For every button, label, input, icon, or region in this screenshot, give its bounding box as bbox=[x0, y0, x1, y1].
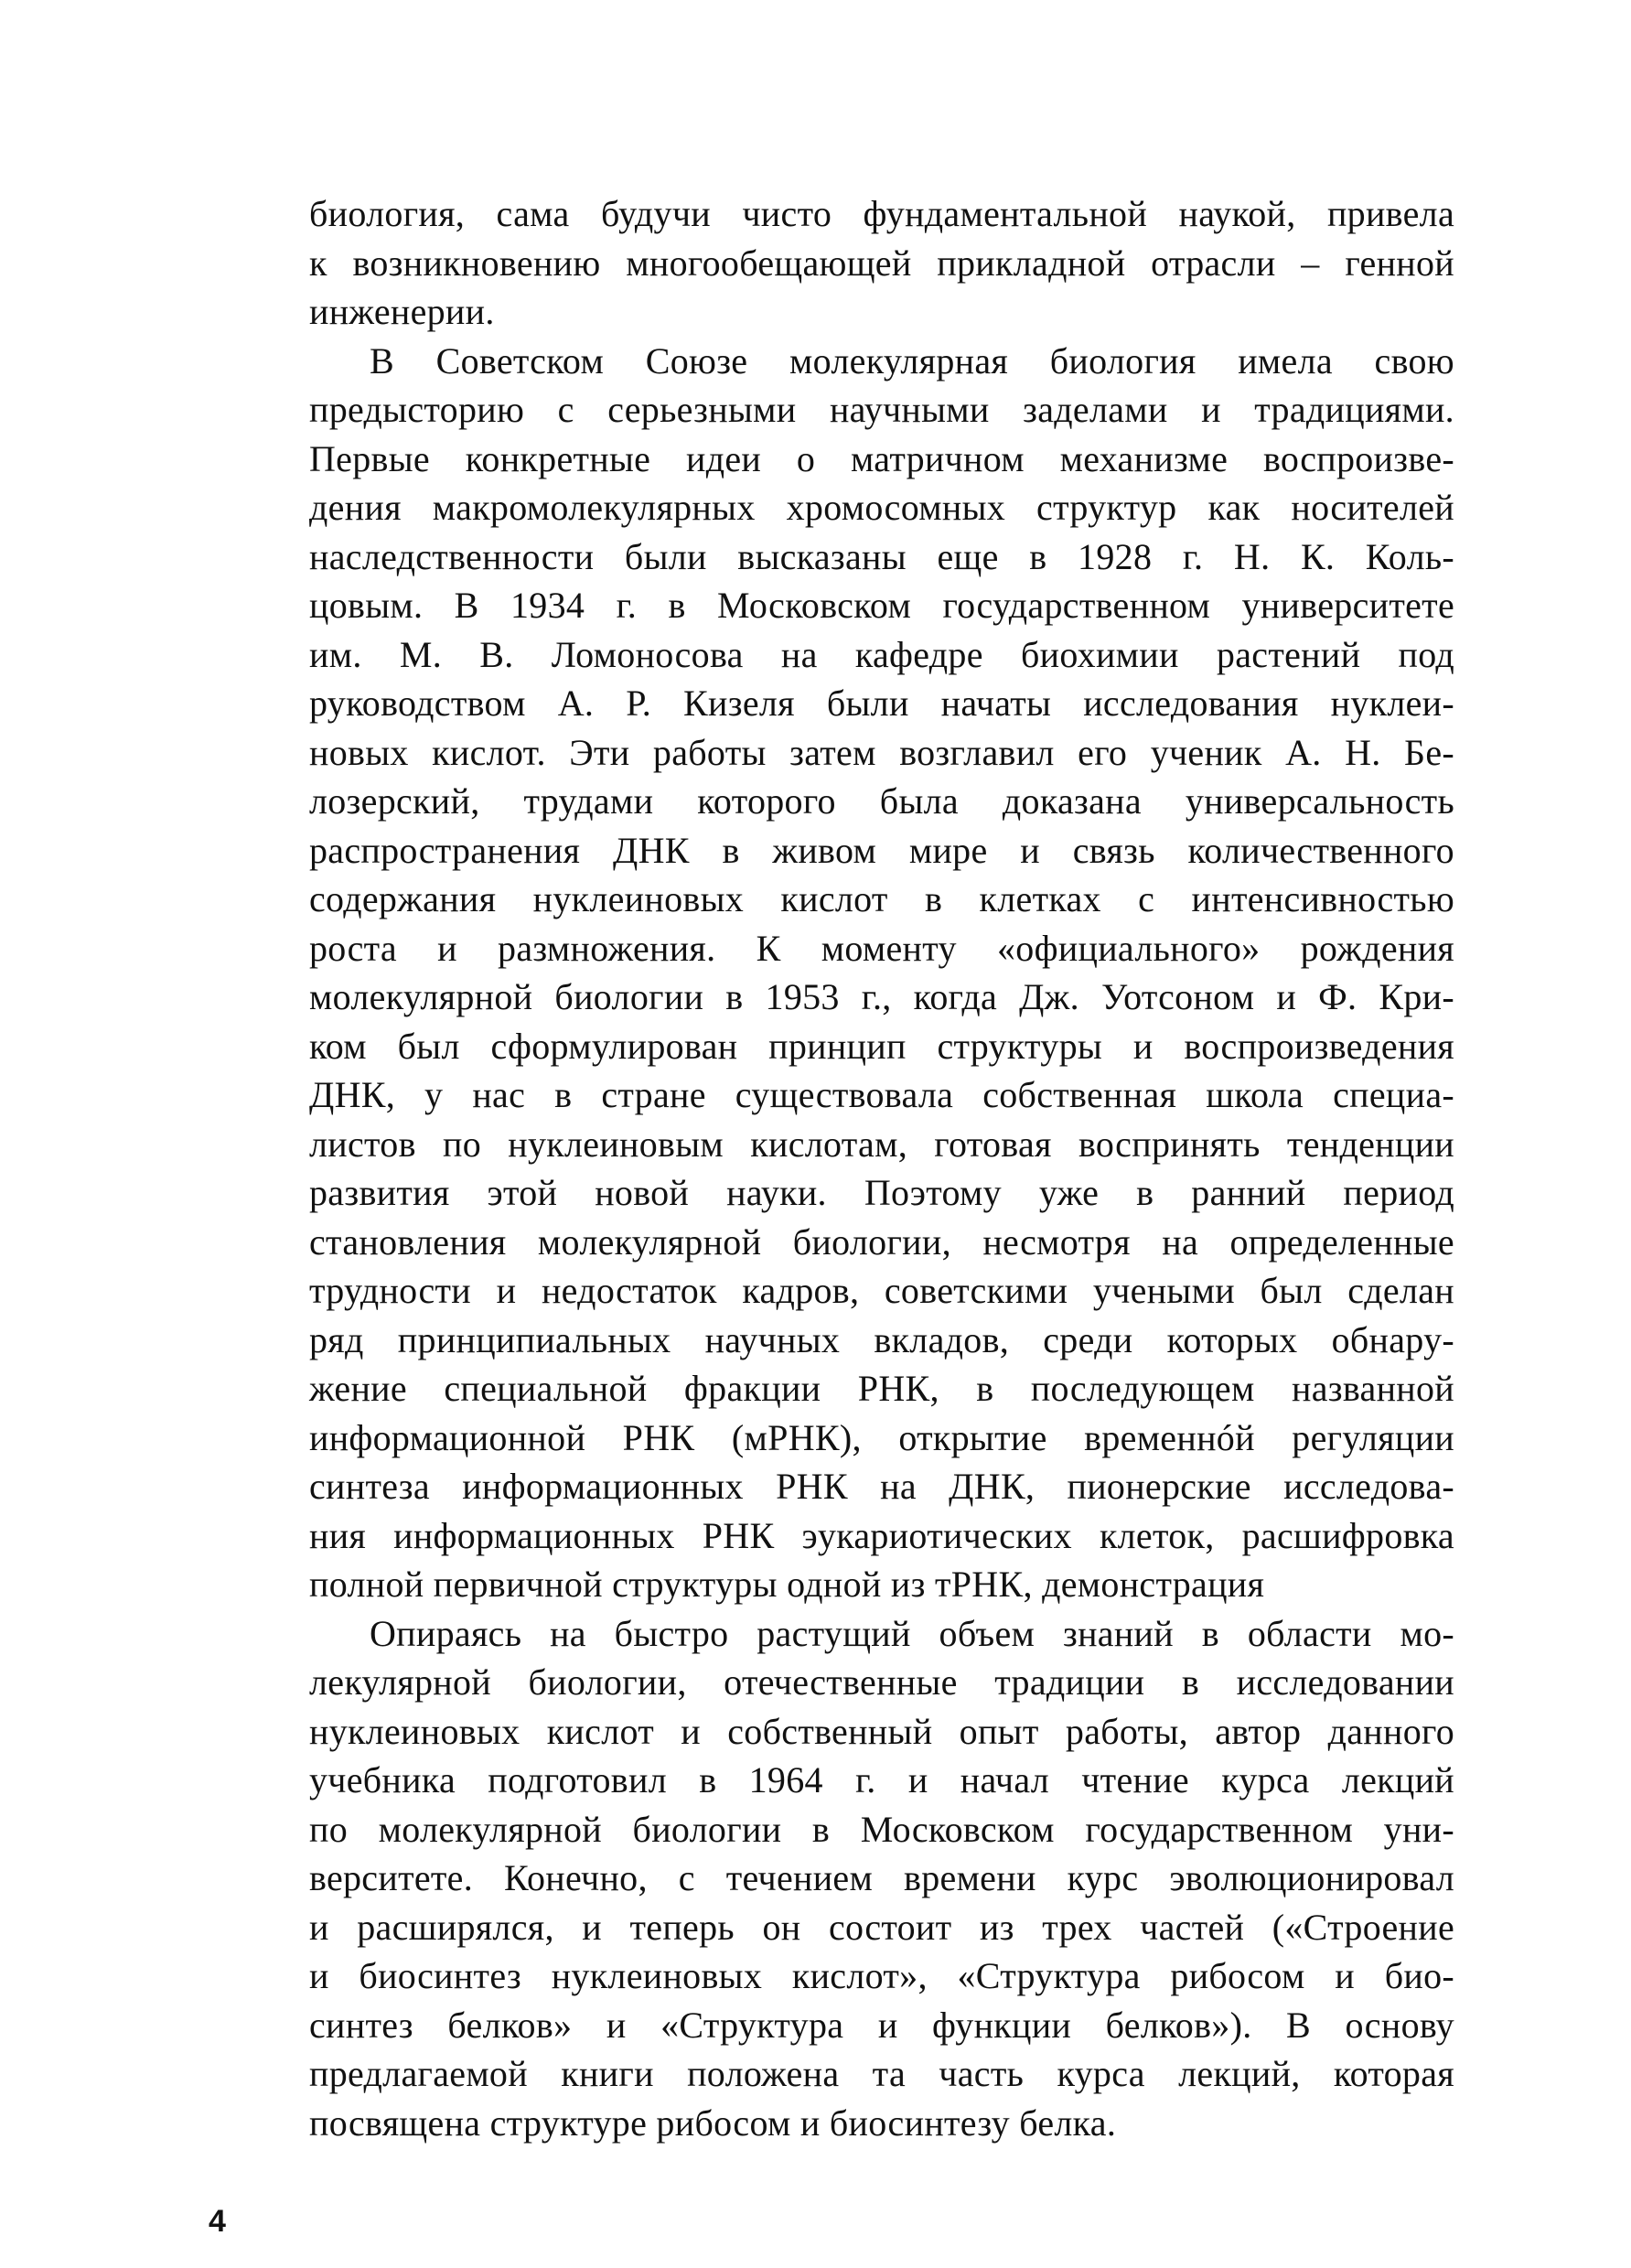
text-line: к возникновению многообещающей прикладной отрасли – генной bbox=[309, 242, 1454, 284]
text-line: предысторию с серьезными научными заделами и традициями. bbox=[309, 389, 1454, 430]
text-line: лозерский, трудами которого была доказана универсальность bbox=[309, 780, 1454, 822]
text-line: ряд принципиальных научных вкладов, среди которых обнару- bbox=[309, 1318, 1454, 1360]
text-line: ния информационных РНК эукариотических клеток, расшифровка bbox=[309, 1514, 1454, 1556]
text-line: предлагаемой книги положена та часть курса лекций, которая bbox=[309, 2053, 1454, 2094]
text-line: становления молекулярной биологии, несмотря на определенные bbox=[309, 1220, 1454, 1263]
text-line: распространения ДНК в живом мире и связь количественного bbox=[309, 829, 1454, 871]
text-line: им. М. В. Ломоносова на кафедре биохимии растений под bbox=[309, 633, 1454, 675]
text-line: наследственности были высказаны еще в 1928 г. Н. К. Коль- bbox=[309, 535, 1454, 577]
text-line: нуклеиновых кислот и собственный опыт работы, автор данного bbox=[309, 1710, 1454, 1752]
text-line: учебника подготовил в 1964 г. и начал чтение курса лекций bbox=[309, 1759, 1454, 1800]
text-line: синтез белков» и «Структура и функции белков»). В основу bbox=[309, 2004, 1454, 2046]
text-line: В Советском Союзе молекулярная биология имела свою bbox=[370, 339, 1454, 382]
text-line: Первые конкретные идеи о матричном механизме воспроизве- bbox=[309, 437, 1454, 479]
text-line: и расширялся, и теперь он состоит из трех частей («Строение bbox=[309, 1906, 1454, 1948]
text-line: жение специальной фракции РНК, в последующем названной bbox=[309, 1368, 1454, 1409]
text-line: лекулярной биологии, отечественные традиции в исследовании bbox=[309, 1661, 1454, 1703]
text-line: синтеза информационных РНК на ДНК, пионерские исследова- bbox=[309, 1466, 1454, 1507]
text-line: инженерии. bbox=[309, 291, 495, 332]
body-text bbox=[309, 189, 1454, 2147]
text-line: цовым. В 1934 г. в Московском государственном университете bbox=[309, 585, 1454, 626]
text-line: и биосинтез нуклеиновых кислот», «Структура рибосом и био- bbox=[309, 1955, 1454, 1996]
text-line: информационной РНК (мРНК), открытие временнóй регуляции bbox=[309, 1416, 1454, 1458]
text-line: содержания нуклеиновых кислот в клетках с интенсивностью bbox=[309, 878, 1454, 919]
text-line: развития этой новой науки. Поэтому уже в ранний период bbox=[309, 1172, 1454, 1213]
text-line: руководством А. Р. Кизеля были начаты исследования нуклеи- bbox=[309, 683, 1454, 724]
text-line: верситете. Конечно, с течением времени курс эволюционировал bbox=[309, 1857, 1454, 1898]
text-line: листов по нуклеиновым кислотам, готовая воспринять тенденции bbox=[309, 1123, 1454, 1165]
text-line: молекулярной биологии в 1953 г., когда Дж. Уотсоном и Ф. Кри- bbox=[309, 976, 1454, 1017]
text-line: дения макромолекулярных хромосомных структур как носителей bbox=[309, 487, 1454, 528]
text-line: ДНК, у нас в стране существовала собственная школа специа- bbox=[309, 1074, 1454, 1115]
text-line: полной первичной структуры одной из тРНК, демонстрация bbox=[309, 1564, 1265, 1605]
text-line: Опираясь на быстро растущий объем знаний в области мо- bbox=[370, 1612, 1454, 1654]
text-line: новых кислот. Эти работы затем возглавил его ученик А. Н. Бе- bbox=[309, 731, 1454, 773]
text-line: по молекулярной биологии в Московском государственном уни- bbox=[309, 1808, 1454, 1850]
text-line: роста и размножения. К моменту «официального» рождения bbox=[309, 927, 1454, 969]
text-line: биология, сама будучи чисто фундаментальной наукой, привела bbox=[309, 193, 1454, 234]
text-line: ком был сформулирован принцип структуры и воспроизведения bbox=[309, 1025, 1454, 1067]
text-line: посвящена структуре рибосом и биосинтезу белка. bbox=[309, 2101, 1117, 2144]
text-line: трудности и недостаток кадров, советскими учеными был сделан bbox=[309, 1270, 1454, 1311]
page-number: 4 bbox=[209, 2204, 226, 2239]
